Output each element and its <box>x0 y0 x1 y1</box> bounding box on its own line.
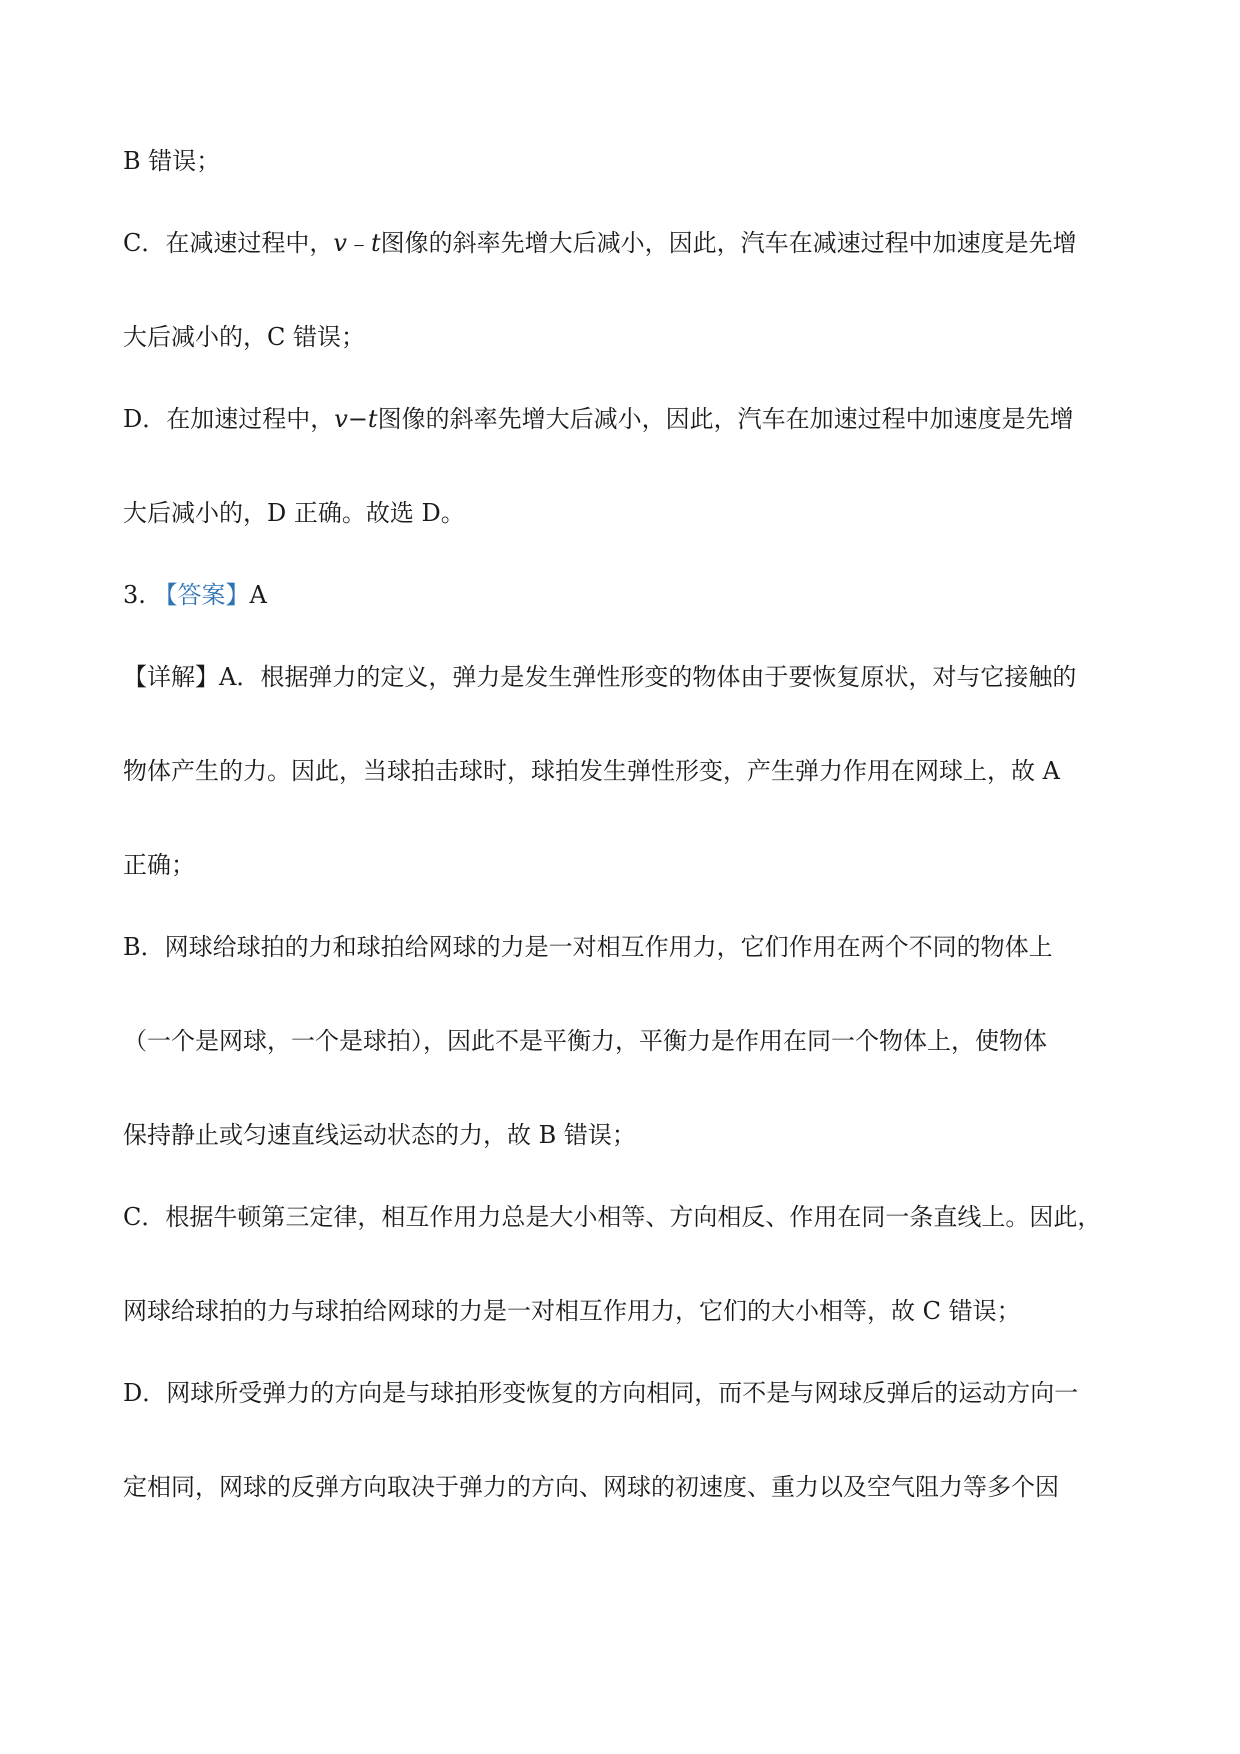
text-line-option-d-cont: 定相同，网球的反弹方向取决于弹力的方向、网球的初速度、重力以及空气阻力等多个因 <box>123 1473 1059 1501</box>
text-line-option-c-decel <box>123 228 1077 258</box>
variable-t: t <box>370 229 381 257</box>
text-line-b-wrong: B 错误； <box>123 147 221 175</box>
minus-sign: − <box>347 405 368 433</box>
text-line-explanation-a-cont: 物体产生的力。因此，当球拍击球时，球拍发生弹性形变，产生弹力作用在网球上，故 A <box>123 757 1060 785</box>
text-line-a-correct: 正确； <box>123 851 195 879</box>
answer-value: A <box>249 581 267 609</box>
text-line-explanation-a: 【详解】A．根据弹力的定义，弹力是发生弹性形变的物体由于要恢复原状，对与它接触的 <box>123 663 1077 691</box>
text-line-c-wrong-2: 网球给球拍的力与球拍给网球的力是一对相互作用力，它们的大小相等，故 C 错误； <box>123 1297 1021 1325</box>
text-line-option-b: B．网球给球拍的力和球拍给网球的力是一对相互作用力，它们作用在两个不同的物体上 <box>123 933 1053 961</box>
answer-label: 【答案】 <box>153 581 250 609</box>
text-segment: 图像的斜率先增大后减小，因此，汽车在加速过程中加速度是先增 <box>377 405 1074 433</box>
question-number: 3. <box>123 581 154 609</box>
text-line-b-wrong-2: 保持静止或匀速直线运动状态的力，故 B 错误； <box>123 1121 636 1149</box>
minus-sign: ﹣ <box>346 229 371 257</box>
text-line-c-wrong: 大后减小的，C 错误； <box>123 323 365 351</box>
text-line-option-c: C．根据牛顿第三定律，相互作用力总是大小相等、方向相反、作用在同一条直线上。因此， <box>123 1203 1102 1231</box>
text-line-option-d-accel <box>123 404 1074 434</box>
variable-v: v <box>333 229 347 257</box>
variable-v: v <box>334 405 348 433</box>
answer-heading-3 <box>123 580 267 610</box>
text-segment: C．在减速过程中， <box>123 229 334 257</box>
text-line-d-correct: 大后减小的，D 正确。故选 D。 <box>123 499 465 527</box>
text-segment: D．在加速过程中， <box>123 405 335 433</box>
variable-t: t <box>367 405 378 433</box>
text-line-option-d: D．网球所受弹力的方向是与球拍形变恢复的方向相同，而不是与网球反弹后的运动方向一 <box>123 1379 1079 1407</box>
text-segment: 图像的斜率先增大后减小，因此，汽车在减速过程中加速度是先增 <box>380 229 1077 257</box>
text-line-option-b-cont: （一个是网球，一个是球拍），因此不是平衡力，平衡力是作用在同一个物体上，使物体 <box>123 1027 1047 1055</box>
